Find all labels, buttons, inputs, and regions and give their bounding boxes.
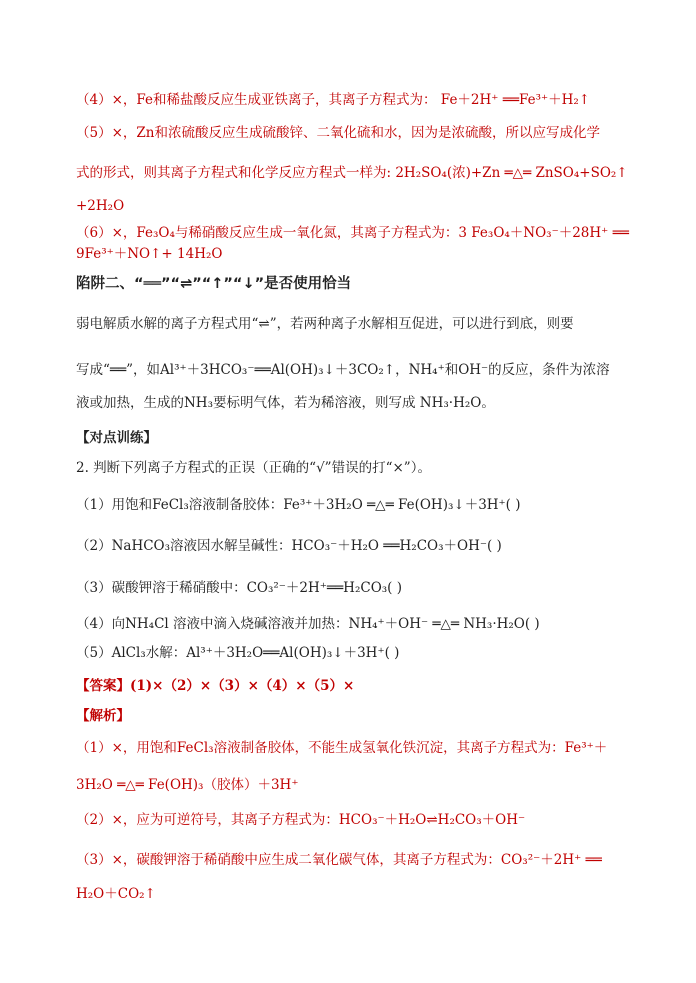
question-stem: 2. 判断下列离子方程式的正误（正确的“√”错误的打“×”）。 <box>76 460 431 476</box>
explanation-2: （2）×，应为可逆符号，其离子方程式为：HCO₃⁻＋H₂O⇌H₂CO₃＋OH⁻ <box>76 812 526 828</box>
paragraph-line-2: 写成“══”，如Al³⁺＋3HCO₃⁻══Al(OH)₃↓＋3CO₂↑，NH₄⁺和OH⁻的反应，条件为浓溶 <box>76 362 610 378</box>
analysis-line-4: （4）×，Fe和稀盐酸反应生成亚铁离子，其离子方程式为： Fe＋2H⁺ ══Fe³⁺＋H₂↑ <box>76 92 591 108</box>
analysis-line-5b: 式的形式，则其离子方程式和化学反应方程式一样为: 2H₂SO₄(浓)+Zn ═△═ ZnSO₄+SO₂↑ <box>76 165 628 181</box>
analysis-line-5a: （5）×，Zn和浓硫酸反应生成硫酸锌、二氧化硫和水，因为是浓硫酸，所以应写成化学 <box>76 125 600 141</box>
analysis-line-5c: +2H₂O <box>76 198 125 214</box>
explanation-1a: （1）×，用饱和FeCl₃溶液制备胶体，不能生成氢氧化铁沉淀，其离子方程式为：Fe³⁺＋ <box>76 740 608 756</box>
explanation-1b: 3H₂O ═△═ Fe(OH)₃（胶体）＋3H⁺ <box>76 777 299 793</box>
paragraph-line-1: 弱电解质水解的离子方程式用“⇌”，若两种离子水解相互促进，可以进行到底，则要 <box>76 316 574 332</box>
question-item-4: （4）向NH₄Cl 溶液中滴入烧碱溶液并加热：NH₄⁺＋OH⁻ ═△═ NH₃·H₂O( ) <box>76 616 540 632</box>
answer-line: 【答案】(1)×（2）×（3）×（4）×（5）× <box>76 678 355 694</box>
explanation-3b: H₂O＋CO₂↑ <box>76 886 156 902</box>
practice-heading: 【对点训练】 <box>76 430 157 446</box>
trap-heading: 陷阱二、“══”“⇌”“↑”“↓”是否使用恰当 <box>76 276 352 292</box>
question-item-2: （2）NaHCO₃溶液因水解呈碱性：HCO₃⁻＋H₂O ══H₂CO₃＋OH⁻( ) <box>76 538 502 554</box>
question-item-1: （1）用饱和FeCl₃溶液制备胶体：Fe³⁺＋3H₂O ═△═ Fe(OH)₃↓＋3H⁺( ) <box>76 497 521 513</box>
explanation-heading: 【解析】 <box>76 708 130 724</box>
question-item-3: （3）碳酸钾溶于稀硝酸中：CO₃²⁻＋2H⁺══H₂CO₃( ) <box>76 580 402 596</box>
analysis-line-6a: （6）×，Fe₃O₄与稀硝酸反应生成一氧化氮，其离子方程式为：3 Fe₃O₄＋NO₃⁻＋28H⁺ ══ <box>76 225 629 241</box>
paragraph-line-3: 液或加热，生成的NH₃要标明气体，若为稀溶液，则写成 NH₃·H₂O。 <box>76 395 495 411</box>
analysis-line-6b: 9Fe³⁺＋NO↑+ 14H₂O <box>76 246 223 262</box>
question-item-5: （5）AlCl₃水解：Al³⁺＋3H₂O══Al(OH)₃↓＋3H⁺( ) <box>76 645 400 661</box>
explanation-3a: （3）×，碳酸钾溶于稀硝酸中应生成二氧化碳气体，其离子方程式为：CO₃²⁻＋2H⁺ ══ <box>76 852 602 868</box>
